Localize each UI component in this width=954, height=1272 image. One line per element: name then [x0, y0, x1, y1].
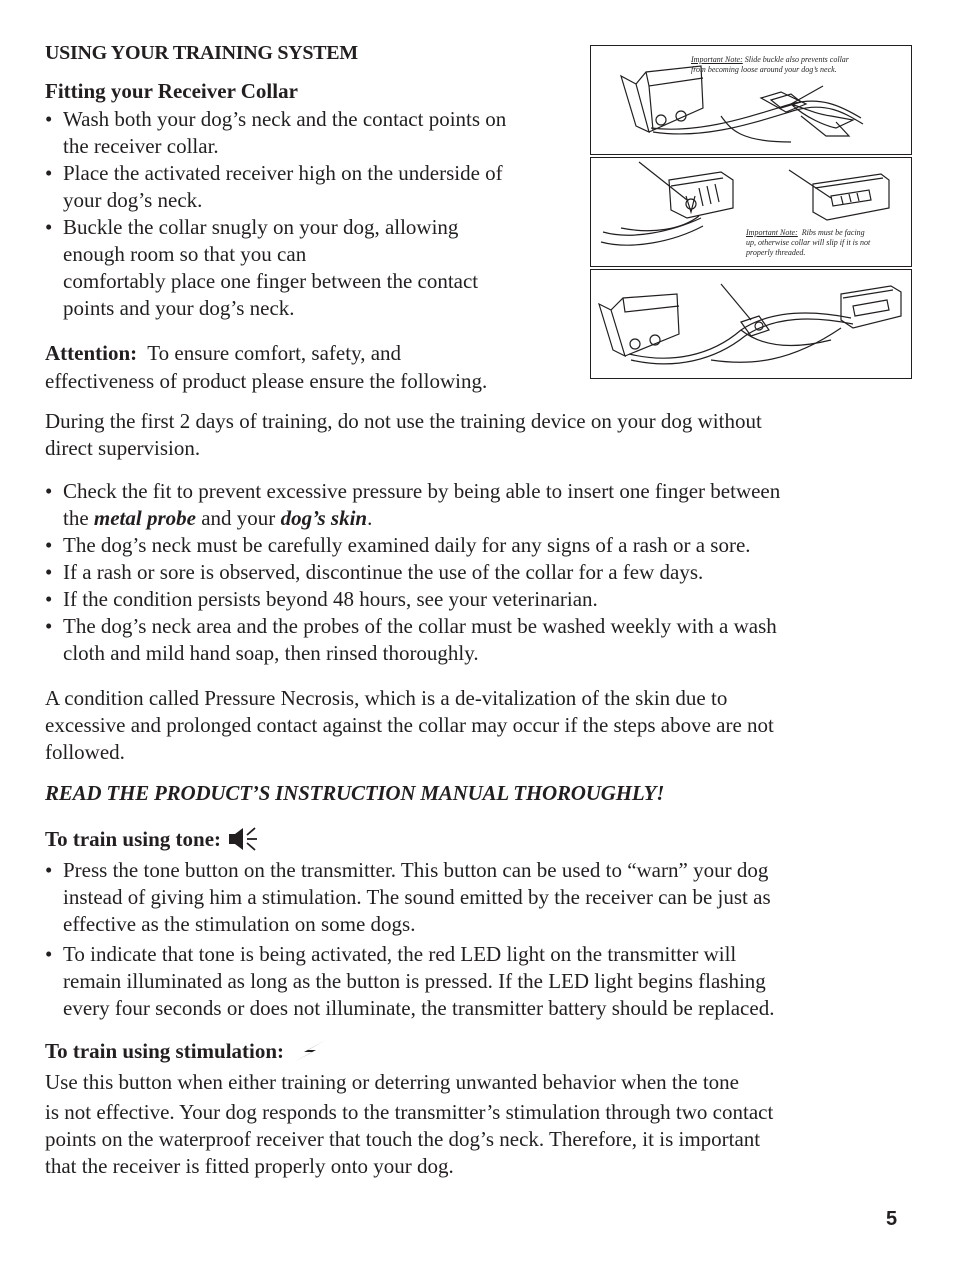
list-item: • Press the tone button on the transmitter. This button can be used to “warn” your dog instead of giving him a stimulation. The sound emitted by the receiver can be just as effective as the stimulation on some dogs. [45, 857, 925, 938]
fitting-bullets [45, 106, 590, 322]
paragraph-line: Use this button when either training or deterring unwanted behavior when the tone [45, 1070, 739, 1094]
checks-list [45, 478, 925, 667]
figure-slide-buckle [590, 45, 912, 155]
bullet-line: Place the activated receiver high on the underside of [63, 161, 503, 185]
note-text: properly threaded. [746, 248, 806, 257]
fitting-heading: Fitting your Receiver Collar [45, 79, 298, 103]
paragraph-line: is not effective. Your dog responds to the transmitter’s stimulation through two contact [45, 1100, 774, 1124]
paragraph-line: that the receiver is fitted properly onto your dog. [45, 1154, 454, 1178]
speaker-icon [227, 826, 261, 852]
bullet-line: effective as the stimulation on some dogs. [63, 912, 416, 936]
paragraph-line: A condition called Pressure Necrosis, which is a de-vitalization of the skin due to [45, 686, 728, 710]
note-text: up, otherwise collar will slip if it is not [746, 238, 871, 247]
bullet-line: points and your dog’s neck. [63, 296, 295, 320]
list-item: • Wash both your dog’s neck and the contact points on the receiver collar. [45, 106, 590, 160]
note-label: Important Note: [691, 55, 743, 64]
paragraph-line: direct supervision. [45, 436, 201, 460]
read-manual-warning: READ THE PRODUCT’S INSTRUCTION MANUAL THOROUGHLY! [45, 781, 665, 805]
bullet-line: Buckle the collar snugly on your dog, allowing [63, 215, 459, 239]
bullet-line: The dog’s neck area and the probes of the collar must be washed weekly with a wash [63, 614, 777, 638]
attention-label: Attention: [45, 341, 138, 365]
bullet-line: the metal probe and your dog’s skin. [63, 506, 373, 530]
paragraph-line: followed. [45, 740, 125, 764]
figure-note [746, 228, 906, 258]
supervision-paragraph [45, 408, 915, 462]
bullet-line: Press the tone button on the transmitter. This button can be used to “warn” your dog [63, 858, 769, 882]
attention-line: To ensure comfort, safety, and [147, 341, 402, 365]
note-label: Important Note: [746, 228, 798, 237]
lightning-icon [290, 1038, 330, 1064]
figure-fitted-collar [590, 269, 912, 379]
section-title: USING YOUR TRAINING SYSTEM [45, 42, 358, 64]
paragraph-line: excessive and prolonged contact against the collar may occur if the steps above are not [45, 713, 774, 737]
bullet-line: If the condition persists beyond 48 hours, see your veterinarian. [63, 587, 598, 611]
stimulation-heading-row [45, 1038, 330, 1064]
bullet-line: Check the fit to prevent excessive pressure by being able to insert one finger between [63, 479, 781, 503]
list-item: • Buckle the collar snugly on your dog, allowing enough room so that you can comfortably place one finger between the contact points and your dog’s neck. [45, 214, 590, 322]
note-text: from becoming loose around your dog’s neck. [691, 65, 837, 74]
page-number: 5 [886, 1208, 898, 1230]
bullet-line: cloth and mild hand soap, then rinsed thoroughly. [63, 641, 479, 665]
bullet-line: Wash both your dog’s neck and the contact points on [63, 107, 507, 131]
tone-heading: To train using tone: [45, 826, 222, 851]
list-item: • Check the fit to prevent excessive pressure by being able to insert one finger between the metal probe and your dog’s skin. [45, 478, 925, 532]
emphasis-text: metal probe [93, 506, 196, 530]
list-item: • If the condition persists beyond 48 hours, see your veterinarian. [45, 586, 925, 613]
attention-paragraph [45, 339, 585, 395]
bullet-line: instead of giving him a stimulation. The sound emitted by the receiver can be just as [63, 885, 771, 909]
emphasis-text: dog’s skin [280, 506, 368, 530]
bullet-line: comfortably place one finger between the contact [63, 269, 479, 293]
attention-line: effectiveness of product please ensure the following. [45, 369, 488, 393]
tone-heading-row [45, 826, 261, 852]
list-item: • If a rash or sore is observed, discontinue the use of the collar for a few days. [45, 559, 925, 586]
list-item: • The dog’s neck area and the probes of the collar must be washed weekly with a wash cloth and mild hand soap, then rinsed thoroughly. [45, 613, 925, 667]
tone-bullets [45, 857, 925, 1022]
bullet-line: your dog’s neck. [63, 188, 203, 212]
bullet-line: enough room so that you can [63, 242, 307, 266]
paragraph-line: points on the waterproof receiver that touch the dog’s neck. Therefore, it is important [45, 1127, 761, 1151]
list-item: • To indicate that tone is being activated, the red LED light on the transmitter will remain illuminated as long as the button is pressed. If the LED light begins flashing every four seconds or does not illuminate, the transmitter battery should be replaced. [45, 941, 925, 1022]
list-item: • The dog’s neck must be carefully examined daily for any signs of a rash or a sore. [45, 532, 925, 559]
bullet-line: The dog’s neck must be carefully examined daily for any signs of a rash or a sore. [63, 533, 751, 557]
list-item: • Place the activated receiver high on the underside of your dog’s neck. [45, 160, 590, 214]
note-text: Slide buckle also prevents collar [744, 55, 849, 64]
stimulation-paragraph [45, 1069, 925, 1180]
collar-assembled-drawing [591, 270, 911, 378]
bullet-line: every four seconds or does not illuminate, the transmitter battery should be replaced. [63, 996, 775, 1020]
note-text: Ribs must be facing [801, 228, 865, 237]
stimulation-heading: To train using stimulation: [45, 1038, 285, 1063]
bullet-line: remain illuminated as long as the button is pressed. If the LED light begins flashing [63, 969, 766, 993]
collar-buckle-drawing [591, 46, 911, 154]
necrosis-paragraph [45, 685, 925, 766]
paragraph-line: During the first 2 days of training, do not use the training device on your dog without [45, 409, 762, 433]
figure-ribs [590, 157, 912, 267]
bullet-line: To indicate that tone is being activated, the red LED light on the transmitter will [63, 942, 737, 966]
bullet-line: the receiver collar. [63, 134, 219, 158]
bullet-line: If a rash or sore is observed, discontinue the use of the collar for a few days. [63, 560, 704, 584]
